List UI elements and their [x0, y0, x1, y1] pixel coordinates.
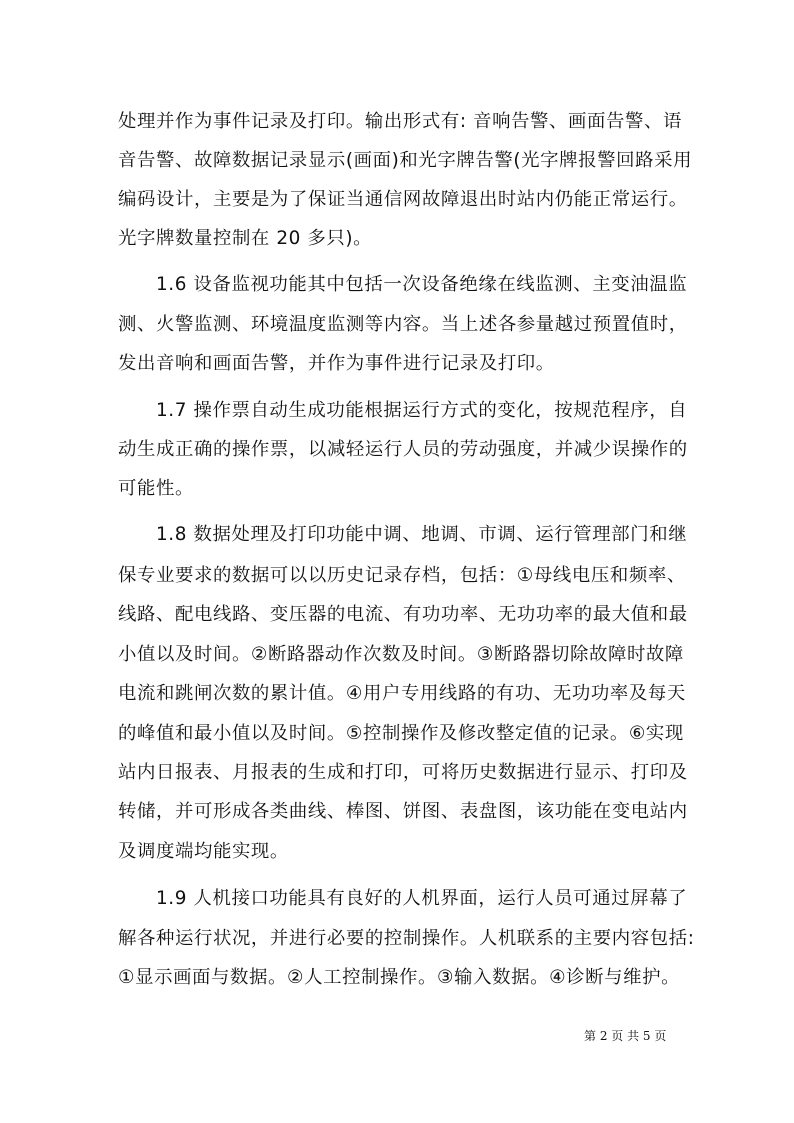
text-line: 可能性。: [118, 478, 194, 499]
text-line: 处理并作为事件记录及打印。输出形式有: 音响告警、画面告警、语: [118, 111, 682, 132]
text-line: 音告警、故障数据记录显示(画面)和光字牌告警(光字牌报警回路采用: [118, 150, 693, 171]
text-line: 的峰值和最小值以及时间。⑤控制操作及修改整定值的记录。⑥实现: [118, 723, 684, 744]
text-line: 线路、配电线路、变压器的电流、有功功率、无功功率的最大值和最: [118, 604, 688, 625]
text-line: 解各种运行状况，并进行必要的控制操作。人机联系的主要内容包括:: [118, 928, 695, 949]
text-line: 1.8 数据处理及打印功能中调、地调、市调、运行管理部门和继: [118, 524, 688, 545]
text-line: 编码设计，主要是为了保证当通信网故障退出时站内仍能正常运行。: [118, 189, 688, 210]
text-line: ①显示画面与数据。②人工控制操作。③输入数据。④诊断与维护。: [118, 967, 681, 988]
text-line: 转储，并可形成各类曲线、棒图、饼图、表盘图，该功能在变电站内: [118, 801, 688, 822]
text-line: 动生成正确的操作票，以减轻运行人员的劳动强度，并减少误操作的: [118, 439, 688, 460]
text-line: 1.7 操作票自动生成功能根据运行方式的变化，按规范程序，自: [118, 400, 688, 421]
text-line: 小值以及时间。②断路器动作次数及时间。③断路器切除故障时故障: [118, 644, 684, 665]
text-line: 站内日报表、月报表的生成和打印，可将历史数据进行显示、打印及: [118, 762, 688, 783]
text-line: 光字牌数量控制在 20 多只)。: [118, 228, 373, 249]
text-line: 发出音响和画面告警，并作为事件进行记录及打印。: [118, 353, 555, 374]
text-line: 及调度端均能实现。: [118, 841, 289, 862]
text-line: 1.6 设备监视功能其中包括一次设备绝缘在线监测、主变油温监: [118, 274, 688, 295]
text-line: 测、火警监测、环境温度监测等内容。当上述各参量越过预置值时，: [118, 314, 688, 335]
page-number: 第 2 页 共 5 页: [584, 1029, 667, 1043]
text-line: 保专业要求的数据可以以历史记录存档，包括：①母线电压和频率、: [118, 565, 686, 586]
text-line: 电流和跳闸次数的累计值。④用户专用线路的有功、无功功率及每天: [118, 683, 686, 704]
text-line: 1.9 人机接口功能具有良好的人机界面，运行人员可通过屏幕了: [118, 888, 688, 909]
